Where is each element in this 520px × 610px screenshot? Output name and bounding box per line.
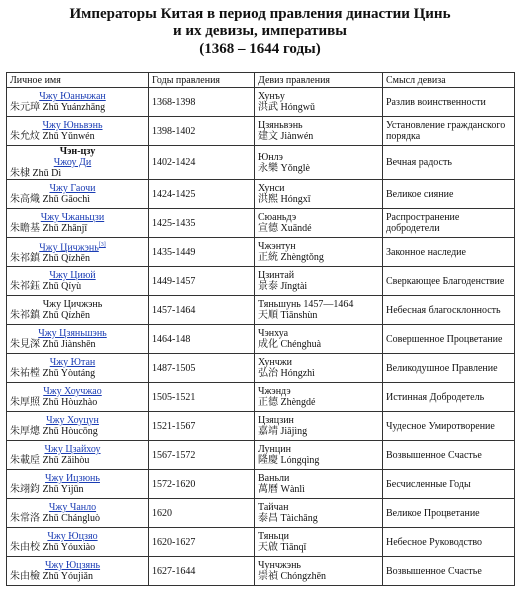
motto-russian: Лунцин xyxy=(258,444,291,455)
cell-personal-name xyxy=(7,557,149,586)
table-row xyxy=(7,146,515,180)
emperor-name-link[interactable]: Чжу Юаньчжан xyxy=(39,91,106,102)
cell-motto xyxy=(255,441,383,470)
cell-motto xyxy=(255,557,383,586)
cell-personal-name xyxy=(7,209,149,238)
table-row xyxy=(7,267,515,296)
motto-chinese: 嘉靖 Jiājìng xyxy=(258,426,308,437)
cell-years: 1424-1425 xyxy=(149,180,255,209)
header-personal-name: Личное имя xyxy=(7,73,149,88)
emperor-name-chinese: 朱載垕 Zhū Zǎihòu xyxy=(10,455,90,466)
motto-chinese: 建文 Jiànwén xyxy=(258,131,314,142)
cell-personal-name xyxy=(7,238,149,267)
motto-russian: Хунъу xyxy=(258,91,285,102)
cell-motto xyxy=(255,412,383,441)
cell-meaning: Великодушное Правление xyxy=(383,354,515,383)
cell-years: 1368-1398 xyxy=(149,88,255,117)
table-row xyxy=(7,383,515,412)
title-line-3: (1368 – 1644 годы) xyxy=(199,41,321,57)
cell-personal-name xyxy=(7,499,149,528)
cell-years: 1464-148 xyxy=(149,325,255,354)
emperor-name-chinese: 朱由檢 Zhū Yóujiǎn xyxy=(10,571,93,582)
table-row xyxy=(7,499,515,528)
emperor-name-chinese: 朱元璋 Zhū Yuánzhāng xyxy=(10,102,106,113)
motto-chinese: 成化 Chénghuà xyxy=(258,339,322,350)
emperor-name-link[interactable]: Чжу Чанло xyxy=(48,502,97,513)
emperor-name-link[interactable]: Чжу Ицзюнь xyxy=(45,473,100,484)
cell-meaning: Вечная радость xyxy=(383,146,515,180)
emperor-name-chinese: 朱祁鎮 Zhū Qízhēn xyxy=(10,253,90,265)
emperor-name-chinese: 朱由校 Zhū Yóuxiào xyxy=(10,542,96,553)
cell-years: 1572-1620 xyxy=(149,470,255,499)
cell-motto xyxy=(255,528,383,557)
motto-russian: Хунчжи xyxy=(258,357,292,368)
cell-motto xyxy=(255,146,383,180)
cell-years: 1402-1424 xyxy=(149,146,255,180)
cell-motto xyxy=(255,354,383,383)
table-row xyxy=(7,354,515,383)
motto-russian: Цзяньвэнь xyxy=(258,120,303,131)
cell-years: 1457-1464 xyxy=(149,296,255,325)
emperor-name-chinese: 朱祁鎮 Zhū Qízhēn xyxy=(10,310,90,321)
emperor-name-link[interactable]: Чжу Чжаньцзи xyxy=(40,212,105,223)
motto-russian: Чэнхуа xyxy=(258,328,289,339)
emperor-name-chinese: 朱常洛 Zhū Chángluò xyxy=(10,513,100,524)
header-motto: Девиз правления xyxy=(255,73,383,88)
cell-personal-name xyxy=(7,180,149,209)
cell-meaning: Законное наследие xyxy=(383,238,515,267)
emperor-name-link[interactable]: Чжу Гаочи xyxy=(49,183,96,194)
motto-russian: Чунчжэнь xyxy=(258,560,301,571)
motto-chinese: 正德 Zhèngdé xyxy=(258,397,316,408)
table-row xyxy=(7,528,515,557)
cell-motto xyxy=(255,470,383,499)
table-row xyxy=(7,412,515,441)
header-years: Годы правления xyxy=(149,73,255,88)
cell-meaning: Великое сияние xyxy=(383,180,515,209)
cell-meaning: Разлив воинственности xyxy=(383,88,515,117)
motto-chinese: 天啟 Tiānqǐ xyxy=(258,542,307,553)
cell-personal-name xyxy=(7,528,149,557)
table-row xyxy=(7,209,515,238)
table-row xyxy=(7,296,515,325)
cell-personal-name xyxy=(7,296,149,325)
table-row xyxy=(7,238,515,267)
document-title xyxy=(0,6,520,58)
table-row xyxy=(7,88,515,117)
cell-personal-name xyxy=(7,88,149,117)
motto-chinese: 洪武 Hóngwǔ xyxy=(258,102,315,113)
cell-motto xyxy=(255,180,383,209)
cell-personal-name xyxy=(7,354,149,383)
motto-chinese: 天順 Tiānshùn xyxy=(258,310,318,321)
cell-personal-name xyxy=(7,117,149,146)
table-row xyxy=(7,180,515,209)
cell-years: 1627-1644 xyxy=(149,557,255,586)
cell-meaning: Небесное Руководство xyxy=(383,528,515,557)
motto-russian: Цзинтай xyxy=(258,270,295,281)
motto-chinese: 永樂 Yǒnglè xyxy=(258,162,310,174)
motto-russian: Сюаньдэ xyxy=(258,212,297,223)
motto-chinese: 崇禎 Chóngzhēn xyxy=(258,571,327,582)
motto-chinese: 景泰 Jǐngtài xyxy=(258,281,308,292)
motto-russian: Ваньли xyxy=(258,473,290,484)
cell-motto xyxy=(255,88,383,117)
motto-russian: Чжэндэ xyxy=(258,386,291,397)
cell-meaning: Сверкающее Благоденствие xyxy=(383,267,515,296)
cell-meaning: Чудесное Умиротворение xyxy=(383,412,515,441)
cell-meaning: Бесчисленные Годы xyxy=(383,470,515,499)
emperor-name-link[interactable]: Чжу Юцзяо xyxy=(47,531,98,542)
emperor-name-chinese: 朱祐樘 Zhū Yòutáng xyxy=(10,368,96,379)
motto-chinese: 宣德 Xuāndé xyxy=(258,223,312,234)
emperor-name-chinese: 朱允炆 Zhū Yǔnwén xyxy=(10,131,95,142)
cell-personal-name xyxy=(7,383,149,412)
emperor-name-link[interactable]: Чжу Юцзянь xyxy=(44,560,101,571)
cell-meaning: Возвышенное Счастье xyxy=(383,441,515,470)
table-row xyxy=(7,557,515,586)
header-meaning: Смысл девиза xyxy=(383,73,515,88)
emperor-name-chinese: 朱高熾 Zhū Gāochì xyxy=(10,194,90,205)
cell-meaning: Установление гражданского порядка xyxy=(383,117,515,146)
motto-chinese: 正統 Zhèngtǒng xyxy=(258,252,324,263)
motto-russian: Хунси xyxy=(258,183,285,194)
motto-russian: Чжэнтун xyxy=(258,241,296,252)
cell-years: 1425-1435 xyxy=(149,209,255,238)
emperor-name-link[interactable]: Чжу Цзяньшэнь xyxy=(38,328,107,339)
motto-russian: Юнлэ xyxy=(258,151,283,163)
motto-chinese: 洪熙 Hóngxī xyxy=(258,194,311,205)
emperor-name-link[interactable]: Чжу Юньвэнь xyxy=(42,120,103,131)
cell-meaning: Небесная благосклонность xyxy=(383,296,515,325)
cell-years: 1449-1457 xyxy=(149,267,255,296)
table-row xyxy=(7,441,515,470)
table-body xyxy=(7,88,515,586)
cell-motto xyxy=(255,325,383,354)
cell-meaning: Истинная Добродетель xyxy=(383,383,515,412)
motto-chinese: 萬曆 Wànlì xyxy=(258,484,305,495)
cell-years: 1620-1627 xyxy=(149,528,255,557)
emperor-name-link[interactable]: Чжу Цзайхоу xyxy=(44,444,101,455)
motto-russian: Тайчан xyxy=(258,502,289,513)
cell-motto xyxy=(255,296,383,325)
cell-personal-name xyxy=(7,325,149,354)
emperor-name-chinese: 朱厚照 Zhū Hòuzhào xyxy=(10,397,98,408)
emperor-name-chinese: 朱厚熜 Zhū Hòucōng xyxy=(10,426,98,437)
emperor-name-chinese: 朱祁鈺 Zhū Qíyù xyxy=(10,281,82,292)
cell-years: 1567-1572 xyxy=(149,441,255,470)
cell-years: 1435-1449 xyxy=(149,238,255,267)
emperor-name-link[interactable]: Чжоу Ди xyxy=(53,157,92,168)
table-row xyxy=(7,117,515,146)
emperor-name-link: Чжу Цичжэнь xyxy=(42,299,103,310)
emperor-name-chinese: 朱翊鈞 Zhū Yìjūn xyxy=(10,484,84,495)
cell-motto xyxy=(255,267,383,296)
cell-motto xyxy=(255,238,383,267)
emperor-name-chinese: 朱棣 Zhū Dì xyxy=(10,168,62,179)
cell-years: 1620 xyxy=(149,499,255,528)
cell-personal-name xyxy=(7,412,149,441)
motto-chinese: 隆慶 Lóngqìng xyxy=(258,455,320,466)
cell-meaning: Распространение добродетели xyxy=(383,209,515,238)
motto-russian: Тяньци xyxy=(258,531,289,542)
motto-russian: Цзяцзин xyxy=(258,415,294,426)
cell-motto xyxy=(255,209,383,238)
cell-meaning: Возвышенное Счастье xyxy=(383,557,515,586)
cell-years: 1398-1402 xyxy=(149,117,255,146)
cell-motto xyxy=(255,117,383,146)
cell-motto xyxy=(255,499,383,528)
emperor-name-link[interactable]: Чжу Хоуцун xyxy=(46,415,99,426)
title-line-1: Императоры Китая в период правления династии Цинь xyxy=(69,6,451,22)
cell-meaning: Великое Процветание xyxy=(383,499,515,528)
cell-personal-name xyxy=(7,146,149,180)
cell-personal-name xyxy=(7,470,149,499)
motto-russian: Тяньшунь 1457—1464 xyxy=(258,299,354,310)
cell-personal-name xyxy=(7,441,149,470)
footnote-link[interactable]: [3] xyxy=(98,241,106,248)
emperor-name-link[interactable]: Чжу Хоучжао xyxy=(43,386,102,397)
cell-motto xyxy=(255,383,383,412)
emperor-name-link[interactable]: Чжу Цичжэнь xyxy=(39,242,99,254)
title-line-2: и их девизы, императивы xyxy=(173,23,347,39)
table-row xyxy=(7,325,515,354)
cell-years: 1487-1505 xyxy=(149,354,255,383)
emperor-name-chinese: 朱瞻基 Zhū Zhānjī xyxy=(10,223,88,234)
motto-chinese: 弘治 Hóngzhì xyxy=(258,368,315,379)
emperor-name-link[interactable]: Чжу Циюй xyxy=(49,270,96,281)
motto-chinese: 泰昌 Tàichāng xyxy=(258,513,318,524)
emperor-temple-name: Чэн-цзу xyxy=(59,146,96,157)
cell-personal-name xyxy=(7,267,149,296)
emperor-name-chinese: 朱見深 Zhū Jiànshēn xyxy=(10,339,96,350)
cell-years: 1505-1521 xyxy=(149,383,255,412)
table-header-row xyxy=(7,73,515,88)
emperors-table xyxy=(6,72,515,586)
table-row xyxy=(7,470,515,499)
cell-meaning: Совершенное Процветание xyxy=(383,325,515,354)
cell-years: 1521-1567 xyxy=(149,412,255,441)
emperor-name-link[interactable]: Чжу Ютан xyxy=(49,357,96,368)
